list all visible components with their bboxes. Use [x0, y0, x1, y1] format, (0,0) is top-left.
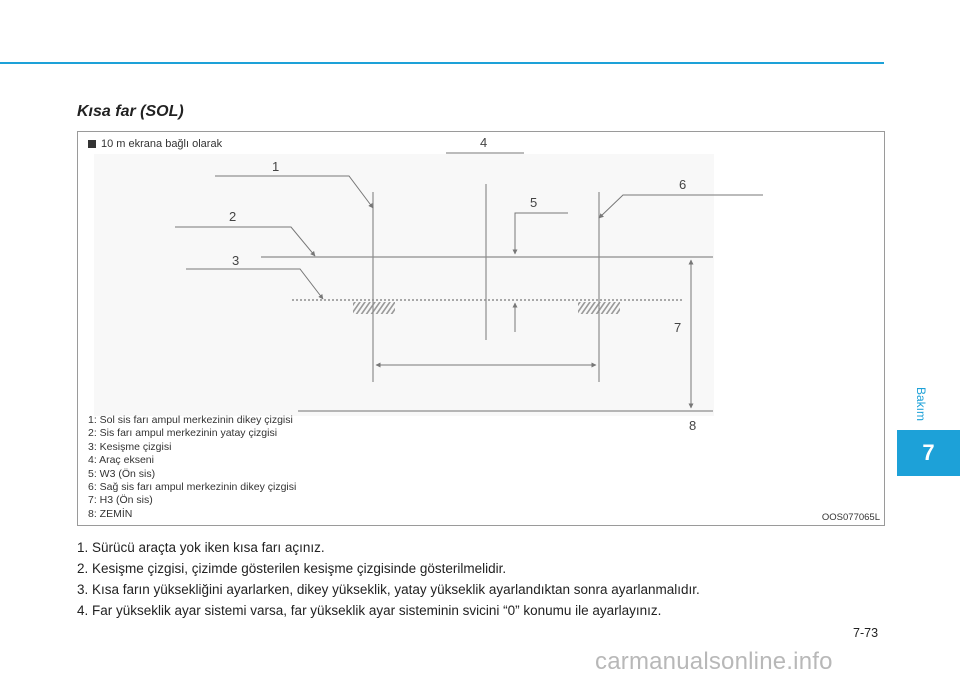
callout-4: 4: [480, 135, 488, 150]
legend-item: 6: Sağ sis farı ampul merkezinin dikey çizgisi: [88, 481, 297, 494]
callout-3: 3: [232, 253, 240, 268]
figure-legend: [88, 414, 296, 521]
callout-7: 7: [674, 320, 682, 335]
legend-item: 8: ZEMİN: [88, 507, 133, 520]
section-title: Kısa far (SOL): [77, 103, 184, 120]
legend-item: 1: Sol sis farı ampul merkezinin dikey çizgisi: [88, 414, 293, 426]
callout-1: 1: [272, 159, 280, 174]
square-bullet-icon: [88, 140, 96, 148]
callout-6: 6: [679, 177, 687, 192]
callout-2: 2: [229, 209, 237, 224]
legend-item: 7: H3 (Ön sis): [88, 494, 153, 507]
legend-item: 2: Sis farı ampul merkezinin yatay çizgisi: [88, 427, 278, 440]
legend-item: 3: Kesişme çizgisi: [88, 440, 172, 453]
legend-item: 5: W3 (Ön sis): [88, 467, 156, 480]
sidebar-section-text: Bakım: [914, 386, 929, 422]
watermark: carmanualsonline.info: [595, 648, 833, 675]
step-item: 4. Far yükseklik ayar sistemi varsa, far yükseklik ayar sisteminin svicini “0” konumu ile ayarlayınız.: [77, 603, 662, 618]
instruction-steps: [77, 537, 700, 621]
chapter-tab: 7: [897, 430, 960, 476]
figure-caption-text: 10 m ekrana bağlı olarak: [101, 138, 223, 150]
sidebar-section-label: [911, 384, 931, 424]
step-item: 3. Kısa farın yüksekliğini ayarlarken, dikey yükseklik, yatay yükseklik ayarlandıktan sonra ayarlanmalıdır.: [77, 582, 700, 597]
legend-item: 4: Araç ekseni: [88, 454, 154, 467]
headlight-aiming-figure: [77, 131, 885, 526]
screen-area: [94, 154, 714, 416]
page-number: 7-73: [853, 626, 879, 640]
callout-8: 8: [689, 418, 697, 433]
callout-5: 5: [530, 195, 538, 210]
figure-code: OOS077065L: [821, 512, 880, 523]
step-item: 1. Sürücü araçta yok iken kısa farı açınız.: [77, 540, 325, 555]
header-rule: [0, 62, 884, 64]
hatch-left: [353, 302, 395, 314]
figure-caption: [88, 138, 222, 150]
step-item: 2. Kesişme çizgisi, çizimde gösterilen kesişme çizgisinde gösterilmelidir.: [77, 561, 507, 576]
